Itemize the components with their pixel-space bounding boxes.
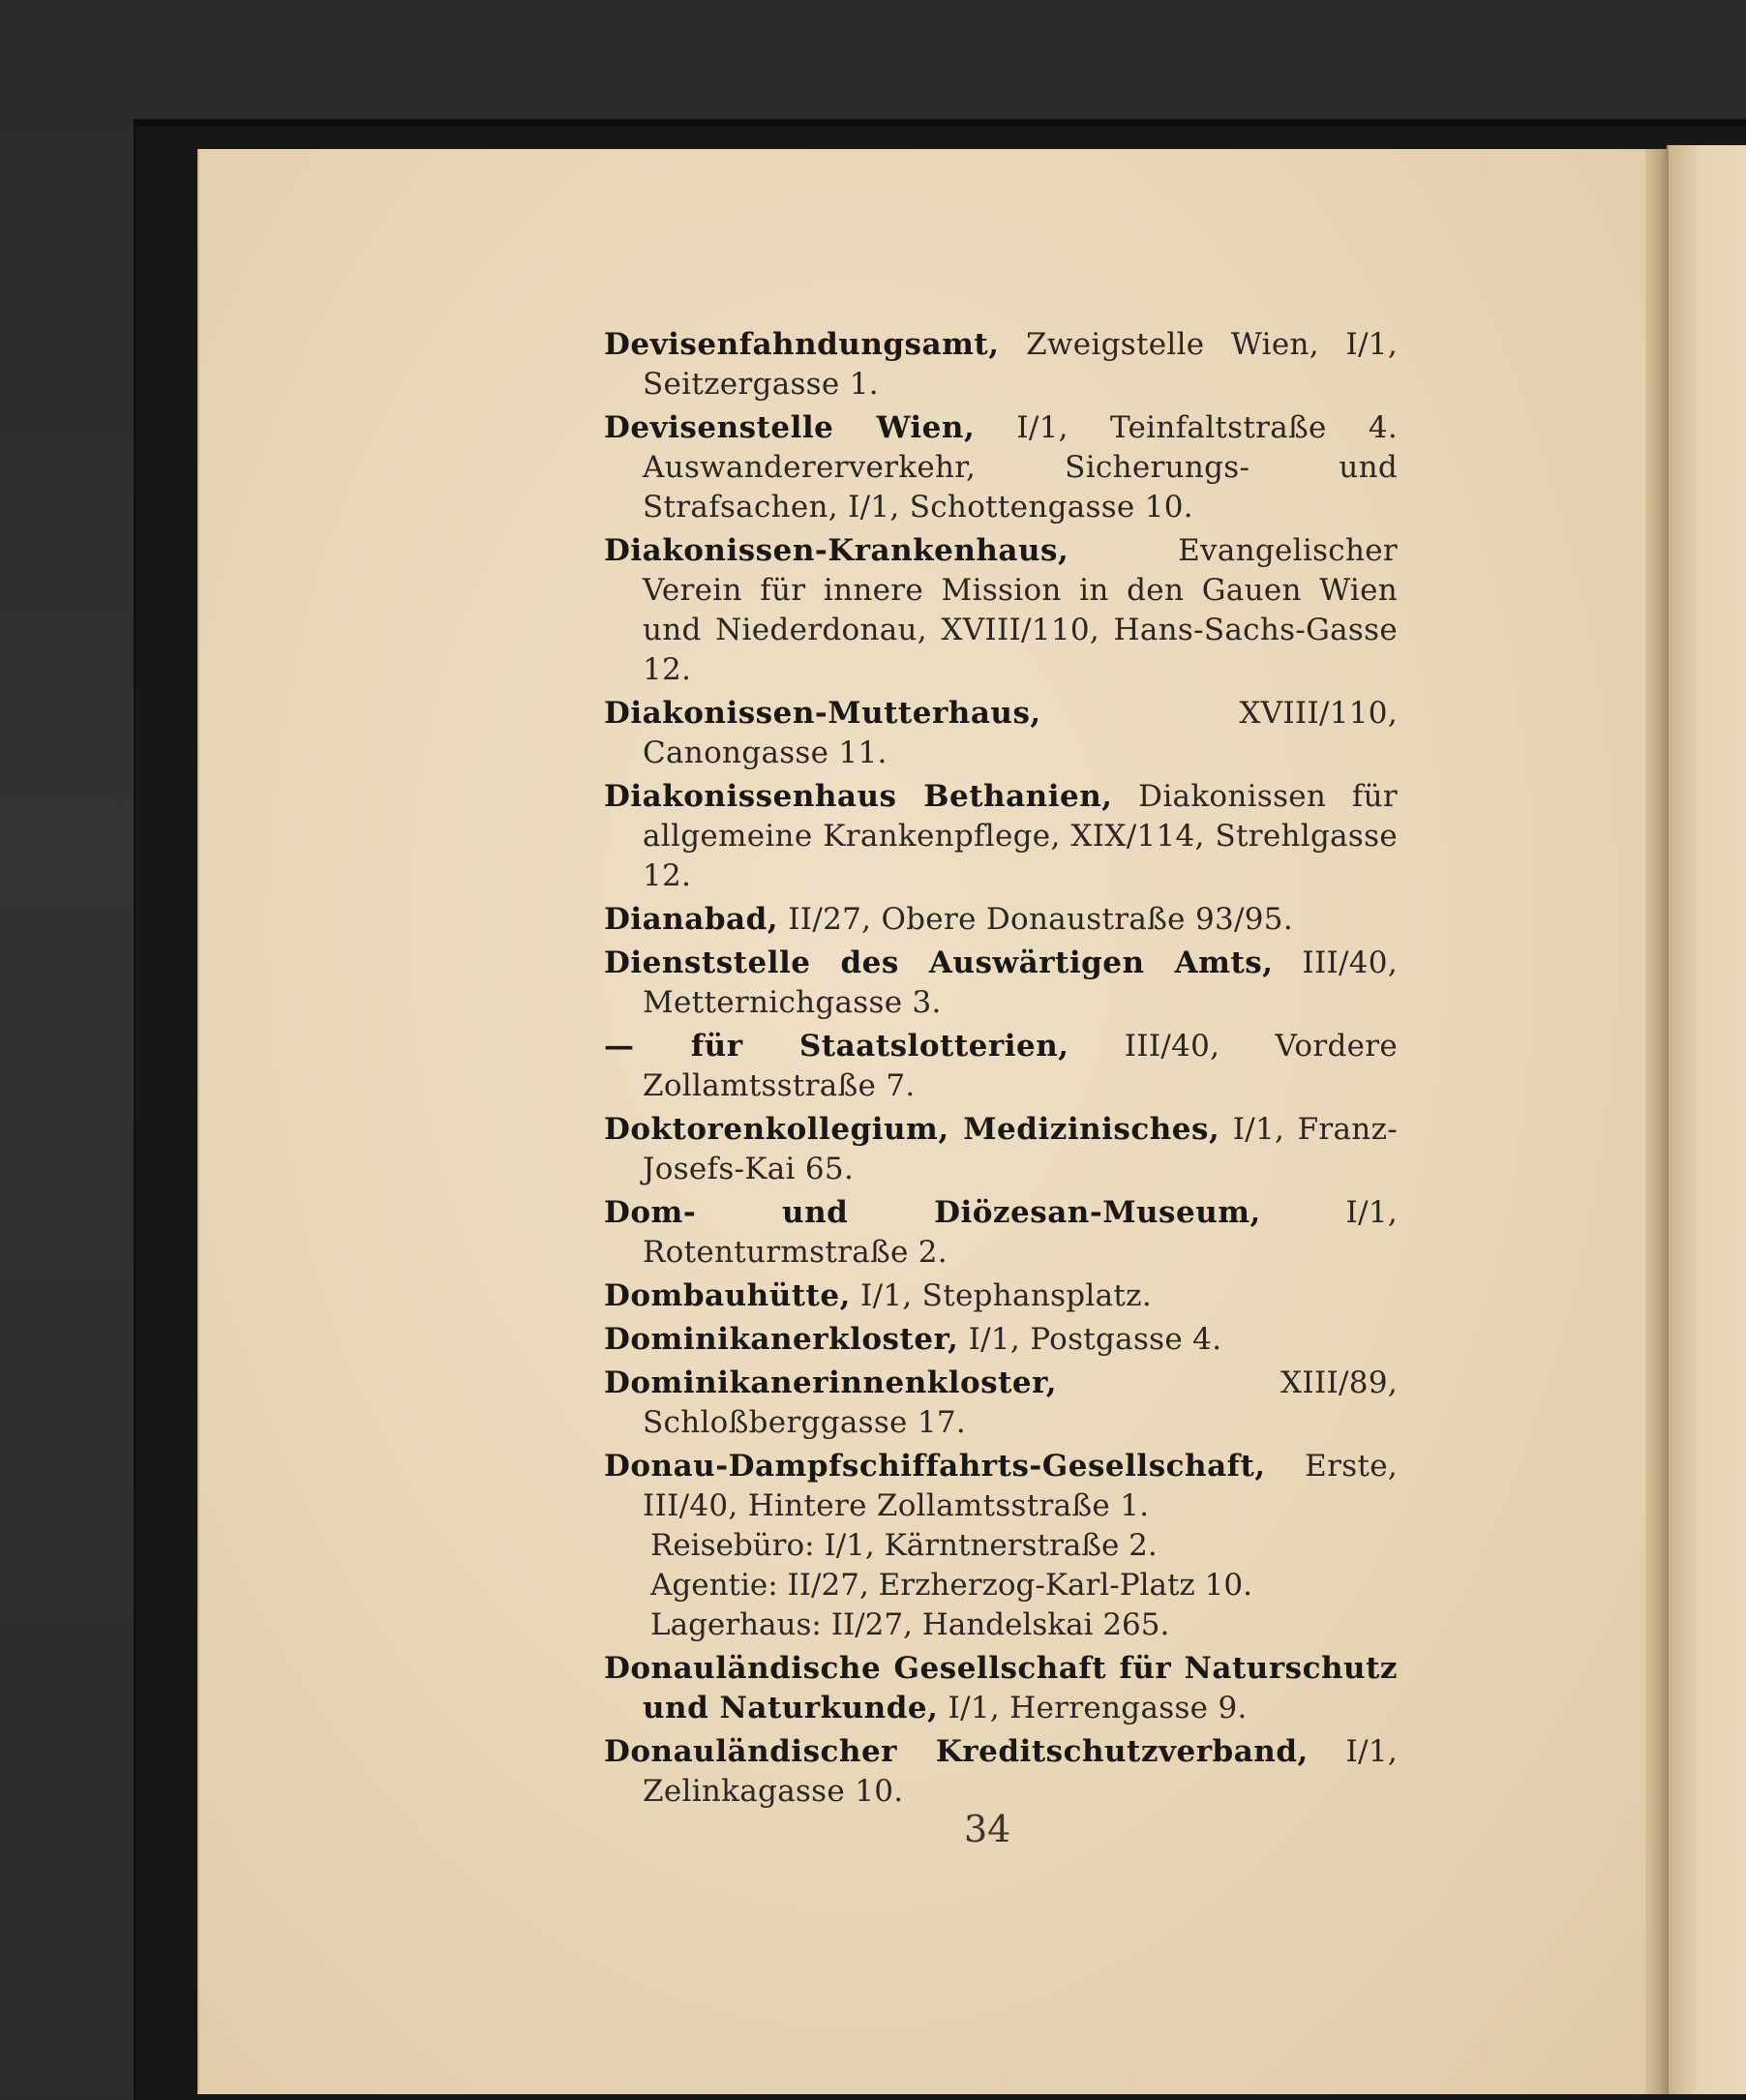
directory-entry [604,694,1398,773]
entry-subline: Agentie: II/27, Erzherzog-Karl-Platz 10. [650,1568,1252,1603]
entry-heading: Dom- und Diözesan-Museum, [604,1195,1261,1230]
entry-text: XVIII/110, Canongasse 11. [643,696,1398,770]
directory-entry [604,1276,1398,1316]
directory-entry [604,1649,1398,1728]
directory-entry [604,531,1398,690]
directory-entry [604,325,1398,405]
page-number: 34 [964,1808,1011,1850]
directory-entry [604,1110,1398,1189]
entry-heading: Dianabad, [604,902,779,937]
entry-text: Diakonissen für allgemeine Krankenpflege, XIX/114, Strehlgasse 12. [643,779,1398,893]
directory-entry [604,777,1398,896]
entry-text: III/40, Metternichgasse 3. [643,945,1398,1020]
entry-heading: — für Staatslotterien, [604,1029,1069,1064]
entry-text: II/27, Obere Donaustraße 93/95. [778,902,1293,937]
entry-text: I/1, Stephansplatz. [850,1278,1152,1313]
entry-text: XIII/89, Schloßberggasse 17. [643,1365,1398,1440]
directory-entry [604,1732,1398,1812]
entry-heading: Donauländischer Kreditschutzverband, [604,1734,1309,1769]
entry-text: I/1, Herrengasse 9. [938,1691,1248,1725]
entry-text: Zweigstelle Wien, I/1, Seitzergasse 1. [643,327,1398,402]
entry-subline: Reisebüro: I/1, Kärntnerstraße 2. [650,1528,1158,1563]
entry-heading: Donauländische Gesellschaft für Naturschutz und Naturkunde, [604,1651,1398,1725]
directory-entry [604,1027,1398,1106]
entry-heading: Diakonissenhaus Bethanien, [604,779,1113,814]
next-page-edge [1667,145,1746,2094]
entry-heading: Dominikanerinnenkloster, [604,1365,1058,1400]
entry-heading: Doktorenkollegium, Medizinisches, [604,1112,1220,1147]
entry-heading: Devisenfahndungsamt, [604,327,1000,362]
entry-heading: Dienststelle des Auswärtigen Amts, [604,945,1274,980]
entry-text: I/1, Postgasse 4. [958,1322,1222,1357]
entry-text: Erste, III/40, Hintere Zollamtsstraße 1. [643,1449,1398,1523]
directory-entry [604,1447,1398,1645]
directory-entry [604,1193,1398,1273]
directory-entries [604,325,1398,1815]
entry-text: I/1, Zelinkagasse 10. [643,1734,1399,1809]
entry-heading: Donau-Dampfschiffahrts-Gesellschaft, [604,1449,1266,1484]
entry-text: I/1, Rotenturmstraße 2. [643,1195,1398,1270]
directory-entry [604,1364,1398,1443]
entry-heading: Dominikanerkloster, [604,1322,959,1357]
entry-heading: Diakonissen-Krankenhaus, [604,533,1069,568]
directory-entry [604,900,1398,940]
entry-text: Evangelischer Verein für innere Mission in den Gauen Wien und Niederdonau, XVIII/110, Hans-Sachs-Gasse 12. [643,533,1398,687]
directory-entry [604,1320,1398,1360]
entry-text: III/40, Vordere Zollamtsstraße 7. [643,1029,1399,1103]
entry-heading: Devisenstelle Wien, [604,410,976,445]
entry-heading: Dombauhütte, [604,1278,851,1313]
entry-subline: Lagerhaus: II/27, Handelskai 265. [650,1607,1170,1642]
entry-heading: Diakonissen-Mutterhaus, [604,696,1041,731]
directory-entry [604,944,1398,1023]
entry-text: I/1, Teinfaltstraße 4. Auswandererverkehr, Sicherungs- und Strafsachen, I/1, Schottengasse 10. [643,410,1398,525]
directory-entry [604,408,1398,527]
entry-text: I/1, Franz-Josefs-Kai 65. [643,1112,1398,1186]
